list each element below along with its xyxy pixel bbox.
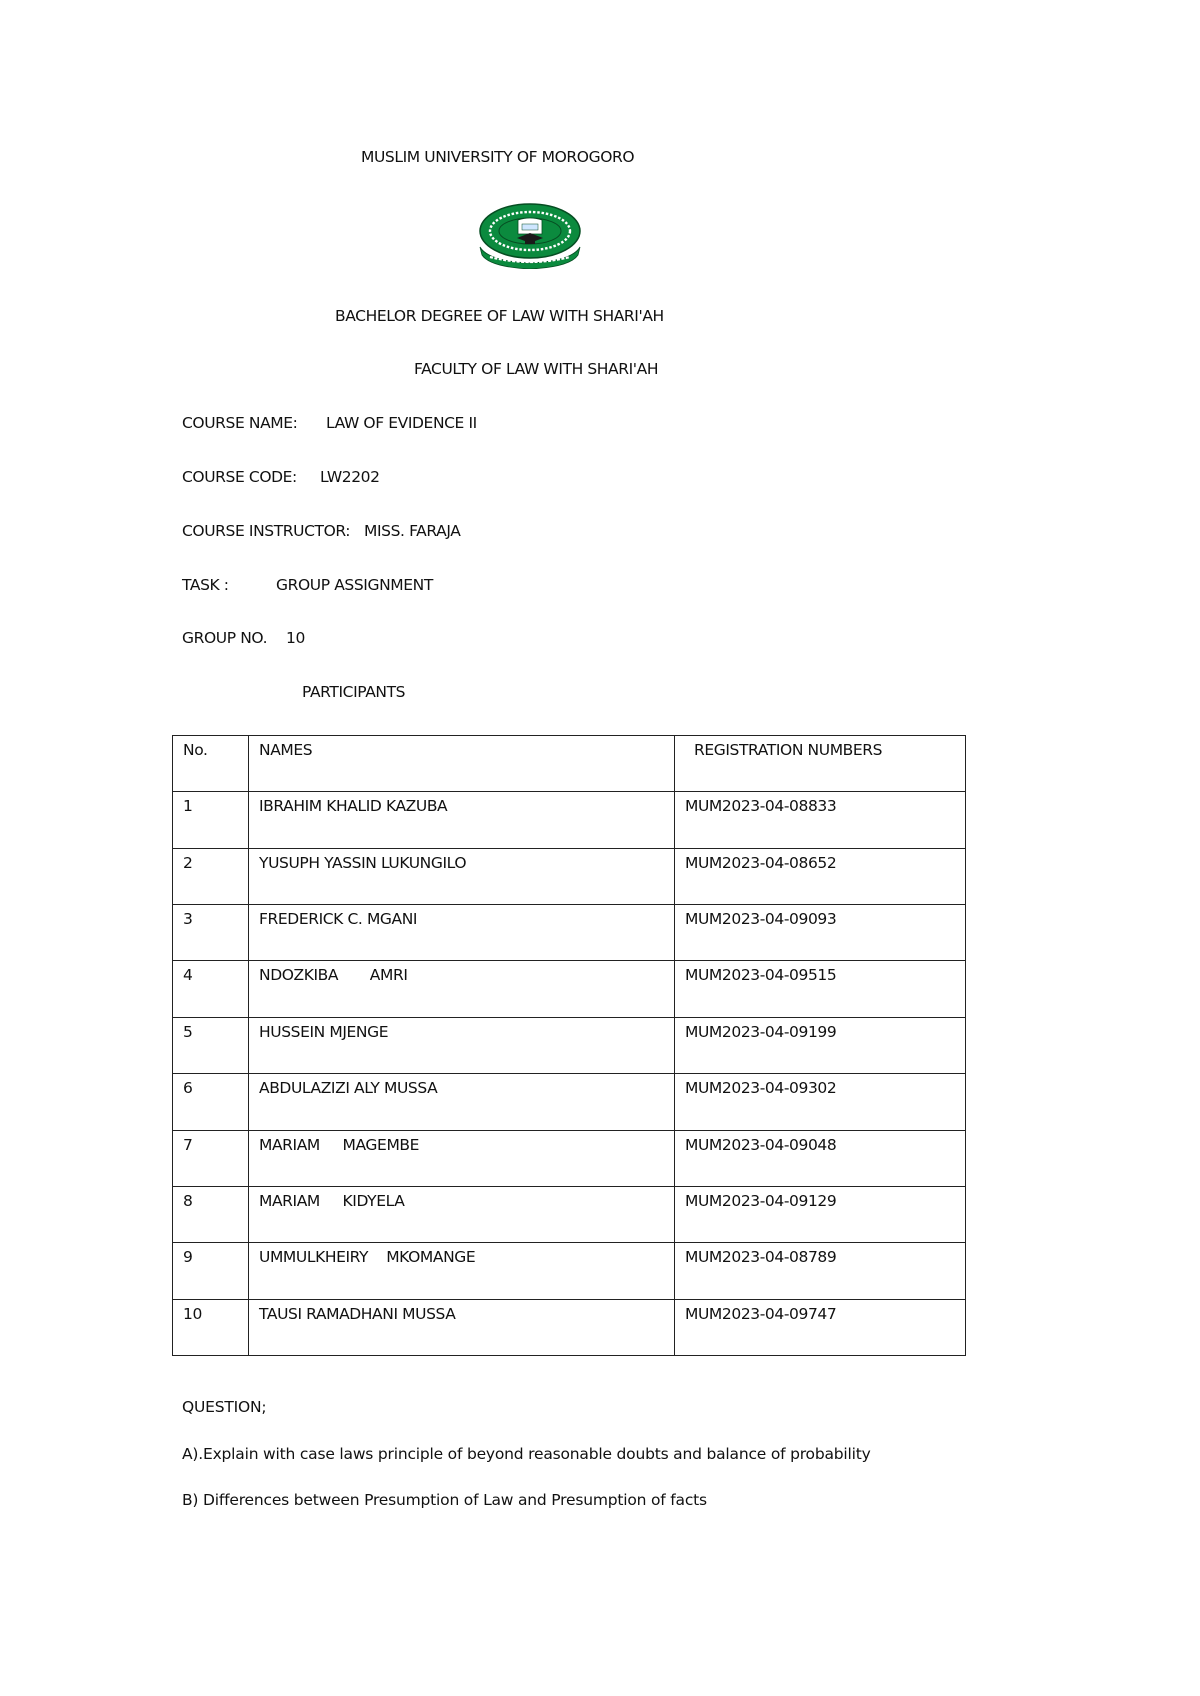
row-number: 2: [173, 848, 249, 904]
row-name: MARIAM MAGEMBE: [249, 1130, 675, 1186]
table-row: [173, 905, 966, 961]
table-row: [173, 1130, 966, 1186]
task-label: TASK :: [182, 576, 229, 594]
row-registration: MUM2023-04-08652: [675, 848, 966, 904]
row-registration: MUM2023-04-09302: [675, 1074, 966, 1130]
row-number: 6: [173, 1074, 249, 1130]
question-heading: QUESTION;: [182, 1398, 267, 1416]
group-number-label: GROUP NO.: [182, 629, 268, 647]
table-row: [173, 1186, 966, 1242]
row-number: 7: [173, 1130, 249, 1186]
row-name: HUSSEIN MJENGE: [249, 1017, 675, 1073]
row-registration: MUM2023-04-08833: [675, 792, 966, 848]
row-number: 4: [173, 961, 249, 1017]
row-number: 3: [173, 905, 249, 961]
question-a: A).Explain with case laws principle of beyond reasonable doubts and balance of probability: [182, 1445, 871, 1463]
row-registration: MUM2023-04-09093: [675, 905, 966, 961]
row-number: 9: [173, 1243, 249, 1299]
row-registration: MUM2023-04-09048: [675, 1130, 966, 1186]
row-registration: MUM2023-04-09515: [675, 961, 966, 1017]
row-name: ABDULAZIZI ALY MUSSA: [249, 1074, 675, 1130]
table-row: [173, 961, 966, 1017]
row-name: MARIAM KIDYELA: [249, 1186, 675, 1242]
table-row: [173, 1074, 966, 1130]
row-number: 1: [173, 792, 249, 848]
row-number: 10: [173, 1299, 249, 1355]
table-row: [173, 1017, 966, 1073]
course-instructor-value: MISS. FARAJA: [364, 522, 461, 540]
row-registration: MUM2023-04-09199: [675, 1017, 966, 1073]
row-registration: MUM2023-04-09129: [675, 1186, 966, 1242]
course-code-value: LW2202: [320, 468, 380, 486]
group-number-value: 10: [286, 629, 305, 647]
university-crest-icon: [474, 203, 586, 269]
column-header-registration: REGISTRATION NUMBERS: [675, 736, 966, 792]
column-header-names: NAMES: [249, 736, 675, 792]
row-name: NDOZKIBA AMRI: [249, 961, 675, 1017]
row-registration: MUM2023-04-08789: [675, 1243, 966, 1299]
degree-title: BACHELOR DEGREE OF LAW WITH SHARI'AH: [335, 307, 664, 325]
row-number: 5: [173, 1017, 249, 1073]
table-row: [173, 1299, 966, 1355]
course-name-label: COURSE NAME:: [182, 414, 298, 432]
participants-table: [172, 735, 966, 1356]
row-name: IBRAHIM KHALID KAZUBA: [249, 792, 675, 848]
faculty-title: FACULTY OF LAW WITH SHARI'AH: [414, 360, 659, 378]
row-name: TAUSI RAMADHANI MUSSA: [249, 1299, 675, 1355]
column-header-no: No.: [173, 736, 249, 792]
university-name: MUSLIM UNIVERSITY OF MOROGORO: [361, 148, 635, 166]
course-instructor-label: COURSE INSTRUCTOR:: [182, 522, 351, 540]
course-name-value: LAW OF EVIDENCE II: [326, 414, 477, 432]
row-name: UMMULKHEIRY MKOMANGE: [249, 1243, 675, 1299]
participants-title: PARTICIPANTS: [302, 683, 406, 701]
row-name: YUSUPH YASSIN LUKUNGILO: [249, 848, 675, 904]
table-row: [173, 848, 966, 904]
table-header-row: [173, 736, 966, 792]
row-number: 8: [173, 1186, 249, 1242]
row-name: FREDERICK C. MGANI: [249, 905, 675, 961]
table-row: [173, 792, 966, 848]
row-registration: MUM2023-04-09747: [675, 1299, 966, 1355]
course-code-label: COURSE CODE:: [182, 468, 297, 486]
task-value: GROUP ASSIGNMENT: [276, 576, 433, 594]
question-b: B) Differences between Presumption of Law and Presumption of facts: [182, 1491, 707, 1509]
table-row: [173, 1243, 966, 1299]
